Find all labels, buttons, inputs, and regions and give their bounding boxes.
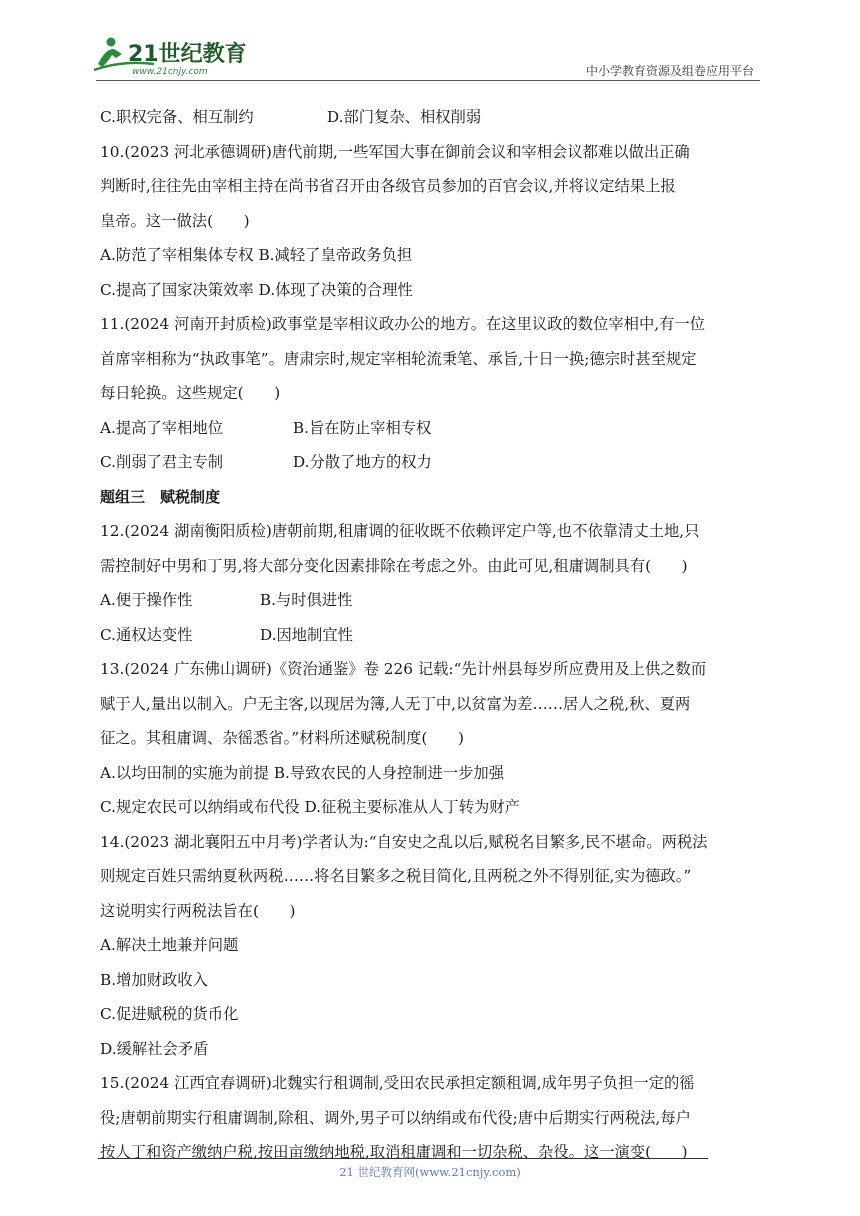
q11-line: 11.(2024 河南开封质检)政事堂是宰相议政办公的地方。在这里议政的数位宰相中,有一位 [100,315,706,333]
q9-option-c: C.职权完备、相互制约 [100,108,254,126]
q14-line: 14.(2023 湖北襄阳五中月考)学者认为:“自安史之乱以后,赋税名目繁多,民不堪命。两税法 [100,832,708,851]
q13-line: 13.(2024 广东佛山调研)《资治通鉴》卷 226 记载:“先计州县每岁所应费用及上供之数而 [100,660,707,678]
q13-line: 赋于人,量出以制入。户无主客,以现居为簿,人无丁中,以贫富为差……居人之税,秋、夏两 [100,694,691,713]
q14-option-a: A.解决土地兼并问题 [100,936,239,954]
q11-options-row [100,411,764,446]
footer-divider [98,1158,708,1159]
q11-line: 每日轮换。这些规定( ) [100,384,281,402]
section-heading: 题组三 赋税制度 [100,487,221,506]
q12-line: 12.(2024 湖南衡阳质检)唐朝前期,租庸调的征收既不依赖评定户等,也不依靠清丈土地,只 [100,522,700,540]
q14-option-b: B.增加财政收入 [100,970,208,989]
q10-option-cd: C.提高了国家决策效率 D.体现了决策的合理性 [100,280,413,299]
q14-line: 这说明实行两税法旨在( ) [100,901,296,920]
q14-option-c: C.促进赋税的货币化 [100,1005,239,1023]
footer-text: 21 世纪教育网(www.21cnjy.com) [339,1165,521,1179]
q10-option-ab: A.防范了宰相集体专权 B.减轻了皇帝政务负担 [100,246,413,264]
q11-line: 首席宰相称为“执政事笔”。唐肃宗时,规定宰相轮流秉笔、承旨,十日一换;德宗时甚至规定 [100,349,697,368]
q13-line: 征之。其租庸调、杂徭悉省。”材料所述赋税制度( ) [100,729,464,747]
q11-options-row [100,445,764,480]
q11-option-c: C.削弱了君主专制 [100,453,224,471]
q9-options [100,100,764,135]
q12-option-a: A.便于操作性 [100,591,193,609]
q14-line: 则规定百姓只需纳夏秋两税……将名目繁多之税目简化,且两税之外不得别征,实为德政。” [100,867,692,885]
logo-sub-text: www.21cnjy.com [132,67,208,77]
logo-main-text: 21世纪教育 [128,42,247,67]
q12-options-row [100,583,764,618]
q11-option-b: B.旨在防止宰相专权 [292,418,432,437]
q12-option-b: B.与时俱进性 [259,591,353,609]
q14-option-d: D.缓解社会矛盾 [100,1039,209,1058]
question-content [100,100,764,1170]
question-11 [100,307,764,480]
question-12 [100,514,764,652]
platform-name: 中小学教育资源及组卷应用平台 [585,64,754,78]
q11-option-a: A.提高了宰相地位 [100,418,223,437]
q11-option-d: D.分散了地方的权力 [292,453,432,471]
q13-option-cd: C.规定农民可以纳绢或布代役 D.征税主要标准从人丁转为财产 [100,798,520,816]
q12-option-d: D.因地制宜性 [259,625,353,644]
question-10 [100,135,764,308]
q13-option-ab: A.以均田制的实施为前提 B.导致农民的人身控制进一步加强 [100,763,505,782]
q9-option-d: D.部门复杂、相权削弱 [326,108,482,126]
q15-line: 役;唐朝前期实行租庸调制,除租、调外,男子可以纳绢或布代役;唐中后期实行两税法,每户 [100,1108,691,1127]
q15-line: 15.(2024 江西宜春调研)北魏实行租调制,受田农民承担定额租调,成年男子负担一定的徭 [100,1074,695,1092]
header-divider [96,80,760,81]
page-header [0,0,860,92]
question-13 [100,652,764,825]
q12-option-c: C.通权达变性 [100,625,193,644]
q10-line: 判断时,往往先由宰相主持在尚书省召开由各级官员参加的百官会议,并将议定结果上报 [100,177,676,195]
q15-line: 按人丁和资产缴纳户税,按田亩缴纳地税,取消租庸调和一切杂税、杂役。这一演变( ) [100,1143,688,1161]
site-logo [92,34,272,80]
q10-line: 10.(2023 河北承德调研)唐代前期,一些军国大事在御前会议和宰相会议都难以做出正确 [100,142,690,161]
question-15 [100,1066,764,1170]
question-14 [100,825,764,1067]
q10-line: 皇帝。这一做法( ) [100,211,250,230]
q12-options-row [100,618,764,653]
q12-line: 需控制好中男和丁男,将大部分变化因素排除在考虑之外。由此可见,租庸调制具有( ) [100,556,688,575]
